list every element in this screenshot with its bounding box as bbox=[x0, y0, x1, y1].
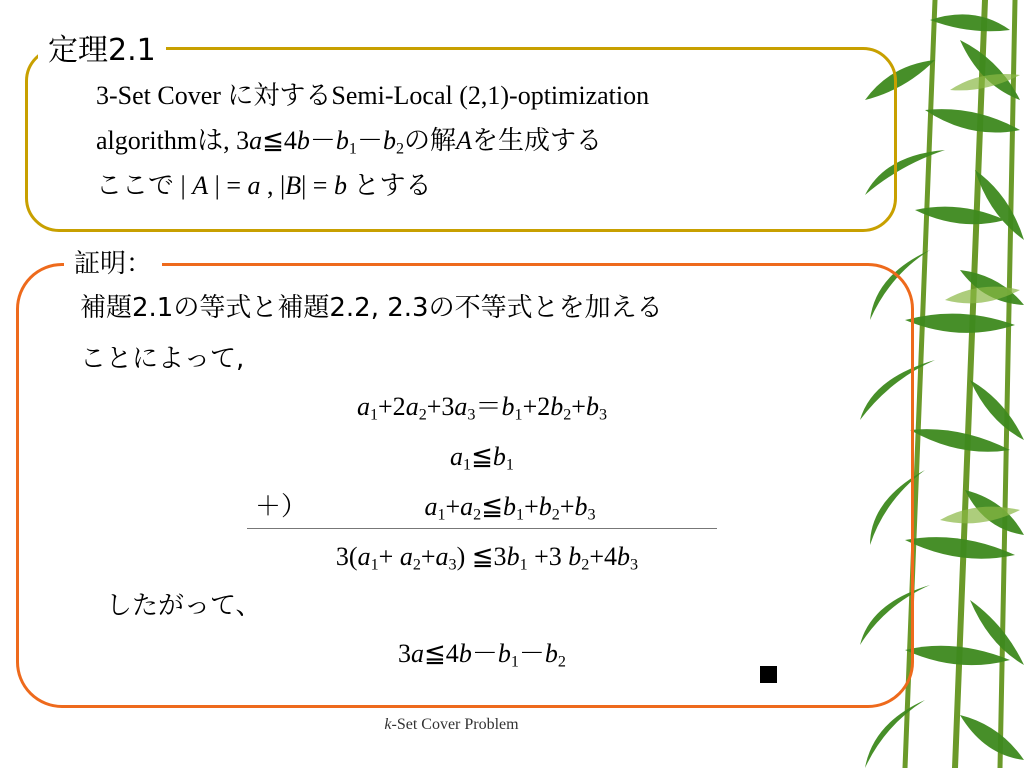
proof-text-3: したがって、 bbox=[106, 591, 262, 621]
sum-rule bbox=[247, 528, 717, 529]
proof-text-1: 補題2.1の等式と補題2.2, 2.3の不等式とを加える bbox=[80, 293, 663, 323]
equation-1: $a_1+2a_2+3a_3=b_1+2b_2+b_3$ bbox=[356, 392, 608, 424]
equation-4: $3(a_1+ a_2+a_3)$ $≦3b_1 +3$ $b_2+4b_3$ bbox=[335, 542, 639, 574]
theorem-line-2: algorithmは, $3a≦4b-b_1-b_2$の解Aを生成する bbox=[96, 126, 602, 158]
proof-text-2: ことによって, bbox=[80, 344, 245, 374]
theorem-title: 定理2.1 bbox=[38, 36, 166, 66]
proof-title: 証明： bbox=[64, 251, 162, 277]
theorem-line-3: ここで | A | = a , |B| = b とする bbox=[96, 171, 432, 200]
equation-5: $3a≦4b-b_1-b_2$ bbox=[398, 639, 566, 671]
qed-square bbox=[760, 666, 777, 683]
theorem-line-1: 3-Set Cover に対するSemi-Local (2,1)-optimization bbox=[96, 81, 650, 110]
equation-2: $a_1≦b_1$ bbox=[450, 442, 514, 474]
equation-3-prefix: ＋） bbox=[255, 492, 308, 521]
equation-3: $a_1+a_2≦b_1+b_2+b_3$ bbox=[424, 492, 596, 524]
footer-title: k-Set Cover Problem bbox=[384, 716, 519, 733]
